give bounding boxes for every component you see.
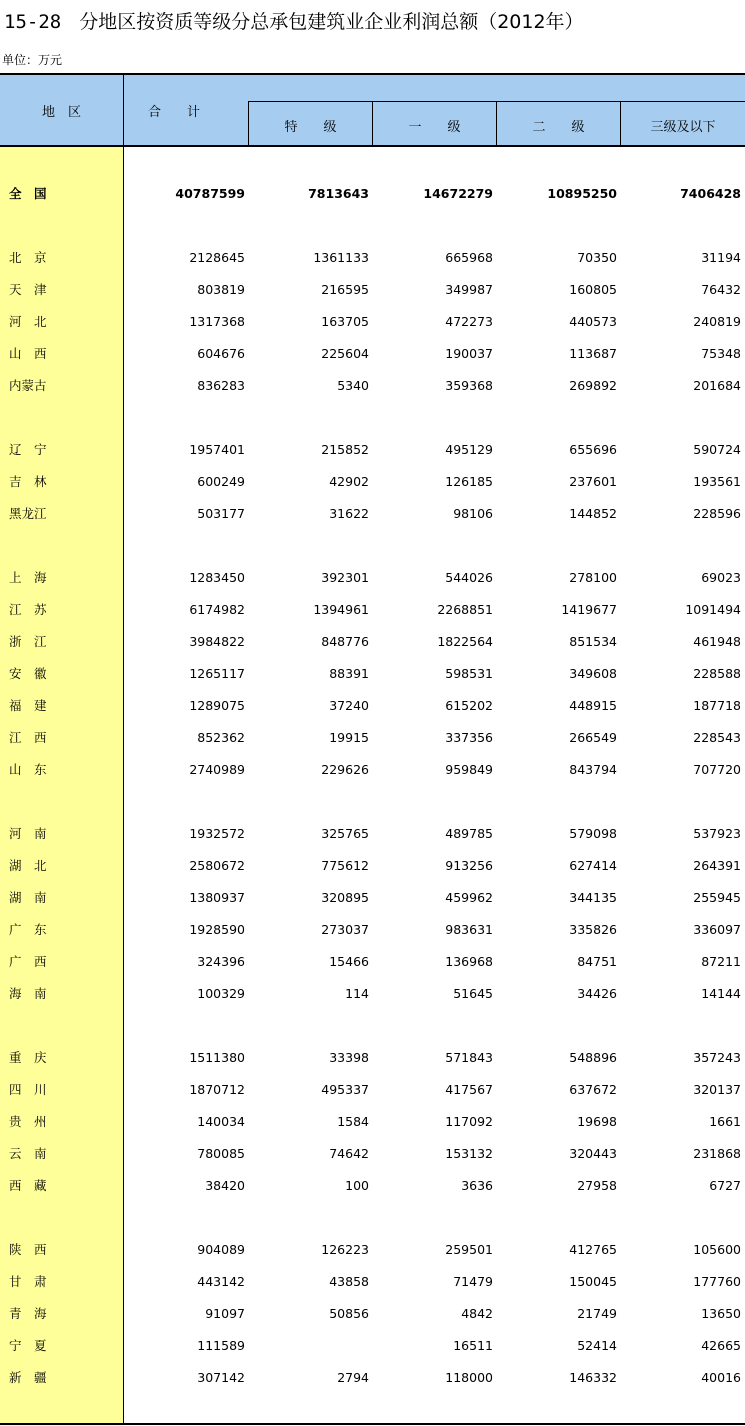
- value-cell: 472273: [445, 314, 493, 329]
- table-title-text: 分地区按资质等级分总承包建筑业企业利润总额（2012年）: [79, 11, 584, 33]
- value-cell: 495337: [321, 1082, 369, 1097]
- value-cell: 1928590: [189, 922, 245, 937]
- table-row: [0, 818, 745, 850]
- value-cell: 146332: [569, 1370, 617, 1385]
- value-cell: 38420: [205, 1178, 245, 1193]
- value-cell: 459962: [445, 890, 493, 905]
- value-cell: 336097: [693, 922, 741, 937]
- value-cell: 140034: [197, 1114, 245, 1129]
- value-cell: 177760: [693, 1274, 741, 1289]
- table-row: [0, 1298, 745, 1330]
- table-row: [0, 1138, 745, 1170]
- value-cell: 357243: [693, 1050, 741, 1065]
- value-cell: 76432: [701, 282, 741, 297]
- value-cell: 259501: [445, 1242, 493, 1257]
- region-name: 安 徽: [9, 666, 47, 681]
- table-row: [0, 178, 745, 210]
- value-cell: 320443: [569, 1146, 617, 1161]
- value-cell: 4842: [461, 1306, 493, 1321]
- value-cell: 337356: [445, 730, 493, 745]
- value-cell: 590724: [693, 442, 741, 457]
- region-name: 上 海: [9, 570, 47, 585]
- region-name: 陕 西: [9, 1242, 47, 1257]
- value-cell: 579098: [569, 826, 617, 841]
- value-cell: 117092: [445, 1114, 493, 1129]
- value-cell: 136968: [445, 954, 493, 969]
- value-cell: 87211: [701, 954, 741, 969]
- value-cell: 126185: [445, 474, 493, 489]
- region-name: 湖 北: [9, 858, 47, 873]
- value-cell: 349987: [445, 282, 493, 297]
- value-cell: 665968: [445, 250, 493, 265]
- value-cell: 114: [345, 986, 369, 1001]
- region-name: 内蒙古: [9, 378, 47, 393]
- value-cell: 548896: [569, 1050, 617, 1065]
- value-cell: 1822564: [437, 634, 493, 649]
- table-row: [0, 1042, 745, 1074]
- table-row: [0, 914, 745, 946]
- value-cell: 193561: [693, 474, 741, 489]
- header-grade-second: 二 级: [532, 120, 585, 135]
- region-name: 甘 肃: [9, 1274, 47, 1289]
- value-cell: 150045: [569, 1274, 617, 1289]
- value-cell: 848776: [321, 634, 369, 649]
- value-cell: 163705: [321, 314, 369, 329]
- value-cell: 320137: [693, 1082, 741, 1097]
- value-cell: 1361133: [313, 250, 369, 265]
- table-row: [0, 658, 745, 690]
- value-cell: 5340: [337, 378, 369, 393]
- table-row: [0, 626, 745, 658]
- value-cell: 392301: [321, 570, 369, 585]
- value-cell: 14672279: [423, 186, 493, 201]
- value-cell: 27958: [577, 1178, 617, 1193]
- value-cell: 461948: [693, 634, 741, 649]
- value-cell: 489785: [445, 826, 493, 841]
- value-cell: 21749: [577, 1306, 617, 1321]
- value-cell: 803819: [197, 282, 245, 297]
- value-cell: 412765: [569, 1242, 617, 1257]
- value-cell: 187718: [693, 698, 741, 713]
- value-cell: 544026: [445, 570, 493, 585]
- value-cell: 113687: [569, 346, 617, 361]
- table-row: [0, 466, 745, 498]
- value-cell: 851534: [569, 634, 617, 649]
- region-name: 广 东: [9, 922, 47, 937]
- value-cell: 1380937: [189, 890, 245, 905]
- region-name: 吉 林: [9, 474, 47, 489]
- value-cell: 71479: [453, 1274, 493, 1289]
- value-cell: 16511: [453, 1338, 493, 1353]
- value-cell: 2740989: [189, 762, 245, 777]
- header-grade-special: 特 级: [284, 120, 337, 135]
- value-cell: 448915: [569, 698, 617, 713]
- value-cell: 240819: [693, 314, 741, 329]
- value-cell: 503177: [197, 506, 245, 521]
- data-table: [0, 73, 745, 1426]
- region-name: 贵 州: [9, 1114, 47, 1129]
- table-row: [0, 882, 745, 914]
- unit-label: 单位：万元: [2, 53, 63, 67]
- value-cell: 216595: [321, 282, 369, 297]
- value-cell: 40787599: [175, 186, 245, 201]
- table-row: [0, 242, 745, 274]
- value-cell: 843794: [569, 762, 617, 777]
- region-name: 新 疆: [9, 1370, 47, 1385]
- table-row: [0, 338, 745, 370]
- value-cell: 74642: [329, 1146, 369, 1161]
- value-cell: 19915: [329, 730, 369, 745]
- value-cell: 615202: [445, 698, 493, 713]
- region-name: 青 海: [9, 1306, 47, 1321]
- value-cell: 1394961: [313, 602, 369, 617]
- table-row: [0, 434, 745, 466]
- table-row: [0, 370, 745, 402]
- value-cell: 52414: [577, 1338, 617, 1353]
- region-name: 江 苏: [9, 602, 47, 617]
- table-row: [0, 274, 745, 306]
- value-cell: 1661: [709, 1114, 741, 1129]
- value-cell: 105600: [693, 1242, 741, 1257]
- value-cell: 144852: [569, 506, 617, 521]
- value-cell: 33398: [329, 1050, 369, 1065]
- value-cell: 2128645: [189, 250, 245, 265]
- value-cell: 6727: [709, 1178, 741, 1193]
- value-cell: 1283450: [189, 570, 245, 585]
- value-cell: 228588: [693, 666, 741, 681]
- value-cell: 126223: [321, 1242, 369, 1257]
- value-cell: 959849: [445, 762, 493, 777]
- region-name: 天 津: [9, 282, 47, 297]
- value-cell: 600249: [197, 474, 245, 489]
- value-cell: 118000: [445, 1370, 493, 1385]
- value-cell: 269892: [569, 378, 617, 393]
- value-cell: 324396: [197, 954, 245, 969]
- value-cell: 100: [345, 1178, 369, 1193]
- value-cell: 14144: [701, 986, 741, 1001]
- region-name: 福 建: [9, 698, 47, 713]
- value-cell: 278100: [569, 570, 617, 585]
- value-cell: 31622: [329, 506, 369, 521]
- value-cell: 904089: [197, 1242, 245, 1257]
- value-cell: 417567: [445, 1082, 493, 1097]
- value-cell: 228543: [693, 730, 741, 745]
- region-name: 重 庆: [9, 1050, 47, 1065]
- region-name: 山 西: [9, 346, 47, 361]
- value-cell: 3984822: [189, 634, 245, 649]
- region-name: 北 京: [9, 250, 47, 265]
- region-name: 西 藏: [9, 1178, 47, 1193]
- value-cell: 627414: [569, 858, 617, 873]
- value-cell: 111589: [197, 1338, 245, 1353]
- value-cell: 69023: [701, 570, 741, 585]
- table-title: [4, 8, 584, 36]
- value-cell: 98106: [453, 506, 493, 521]
- top-border: [0, 73, 745, 75]
- region-name: 河 北: [9, 314, 47, 329]
- value-cell: 852362: [197, 730, 245, 745]
- value-cell: 37240: [329, 698, 369, 713]
- value-cell: 229626: [321, 762, 369, 777]
- value-cell: 266549: [569, 730, 617, 745]
- value-cell: 1511380: [189, 1050, 245, 1065]
- table-row: [0, 754, 745, 786]
- header-region: 地 区: [41, 105, 81, 120]
- value-cell: 190037: [445, 346, 493, 361]
- value-cell: 40016: [701, 1370, 741, 1385]
- value-cell: 443142: [197, 1274, 245, 1289]
- table-row: [0, 1170, 745, 1202]
- value-cell: 571843: [445, 1050, 493, 1065]
- table-row: [0, 690, 745, 722]
- value-cell: 1289075: [189, 698, 245, 713]
- value-cell: 1265117: [189, 666, 245, 681]
- region-name: 湖 南: [9, 890, 47, 905]
- value-cell: 1419677: [561, 602, 617, 617]
- value-cell: 42902: [329, 474, 369, 489]
- value-cell: 983631: [445, 922, 493, 937]
- table-row: [0, 594, 745, 626]
- value-cell: 655696: [569, 442, 617, 457]
- value-cell: 307142: [197, 1370, 245, 1385]
- value-cell: 604676: [197, 346, 245, 361]
- value-cell: 325765: [321, 826, 369, 841]
- value-cell: 335826: [569, 922, 617, 937]
- table-row: [0, 850, 745, 882]
- value-cell: 349608: [569, 666, 617, 681]
- value-cell: 160805: [569, 282, 617, 297]
- bottom-border: [0, 1423, 745, 1425]
- value-cell: 10895250: [547, 186, 617, 201]
- header-grade-third-and-below: 三级及以下: [650, 120, 716, 135]
- value-cell: 7406428: [680, 186, 741, 201]
- value-cell: 637672: [569, 1082, 617, 1097]
- value-cell: 43858: [329, 1274, 369, 1289]
- value-cell: 51645: [453, 986, 493, 1001]
- table-row: [0, 1266, 745, 1298]
- value-cell: 320895: [321, 890, 369, 905]
- value-cell: 153132: [445, 1146, 493, 1161]
- value-cell: 84751: [577, 954, 617, 969]
- value-cell: 775612: [321, 858, 369, 873]
- header-total: 合 计: [147, 105, 200, 120]
- value-cell: 359368: [445, 378, 493, 393]
- value-cell: 88391: [329, 666, 369, 681]
- value-cell: 201684: [693, 378, 741, 393]
- value-cell: 836283: [197, 378, 245, 393]
- value-cell: 707720: [693, 762, 741, 777]
- region-name: 山 东: [9, 762, 47, 777]
- value-cell: 50856: [329, 1306, 369, 1321]
- region-name: 广 西: [9, 954, 47, 969]
- value-cell: 273037: [321, 922, 369, 937]
- value-cell: 1932572: [189, 826, 245, 841]
- value-cell: 91097: [205, 1306, 245, 1321]
- value-cell: 7813643: [308, 186, 369, 201]
- value-cell: 3636: [461, 1178, 493, 1193]
- table-row: [0, 1234, 745, 1266]
- region-name: 辽 宁: [9, 442, 47, 457]
- value-cell: 537923: [693, 826, 741, 841]
- value-cell: 1317368: [189, 314, 245, 329]
- value-cell: 1584: [337, 1114, 369, 1129]
- value-cell: 344135: [569, 890, 617, 905]
- value-cell: 2794: [337, 1370, 369, 1385]
- table-row: [0, 1330, 745, 1362]
- table-row: [0, 306, 745, 338]
- region-name: 四 川: [9, 1082, 47, 1097]
- value-cell: 225604: [321, 346, 369, 361]
- value-cell: 913256: [445, 858, 493, 873]
- value-cell: 6174982: [189, 602, 245, 617]
- region-name: 宁 夏: [9, 1338, 47, 1353]
- value-cell: 34426: [577, 986, 617, 1001]
- value-cell: 75348: [701, 346, 741, 361]
- value-cell: 19698: [577, 1114, 617, 1129]
- region-name: 海 南: [9, 986, 47, 1001]
- region-name: 云 南: [9, 1146, 47, 1161]
- value-cell: 100329: [197, 986, 245, 1001]
- table-row: [0, 498, 745, 530]
- value-cell: 780085: [197, 1146, 245, 1161]
- value-cell: 237601: [569, 474, 617, 489]
- table-number: 15-28: [4, 11, 62, 33]
- value-cell: 228596: [693, 506, 741, 521]
- value-cell: 1091494: [685, 602, 741, 617]
- region-name: 全 国: [9, 186, 47, 201]
- header-grade-first: 一 级: [408, 120, 461, 135]
- region-name: 江 西: [9, 730, 47, 745]
- value-cell: 264391: [693, 858, 741, 873]
- value-cell: 231868: [693, 1146, 741, 1161]
- value-cell: 31194: [701, 250, 741, 265]
- table-row: [0, 946, 745, 978]
- region-name: 黑龙江: [9, 506, 47, 521]
- value-cell: 42665: [701, 1338, 741, 1353]
- value-cell: 2268851: [437, 602, 493, 617]
- value-cell: 1957401: [189, 442, 245, 457]
- value-cell: 440573: [569, 314, 617, 329]
- region-name: 浙 江: [9, 634, 47, 649]
- value-cell: 15466: [329, 954, 369, 969]
- value-cell: 2580672: [189, 858, 245, 873]
- region-name: 河 南: [9, 826, 47, 841]
- value-cell: 255945: [693, 890, 741, 905]
- value-cell: 13650: [701, 1306, 741, 1321]
- table-row: [0, 562, 745, 594]
- table-row: [0, 978, 745, 1010]
- value-cell: 495129: [445, 442, 493, 457]
- value-cell: 1870712: [189, 1082, 245, 1097]
- table-row: [0, 722, 745, 754]
- value-cell: 215852: [321, 442, 369, 457]
- table-row: [0, 1106, 745, 1138]
- value-cell: 70350: [577, 250, 617, 265]
- table-row: [0, 1362, 745, 1394]
- value-cell: 598531: [445, 666, 493, 681]
- table-row: [0, 1074, 745, 1106]
